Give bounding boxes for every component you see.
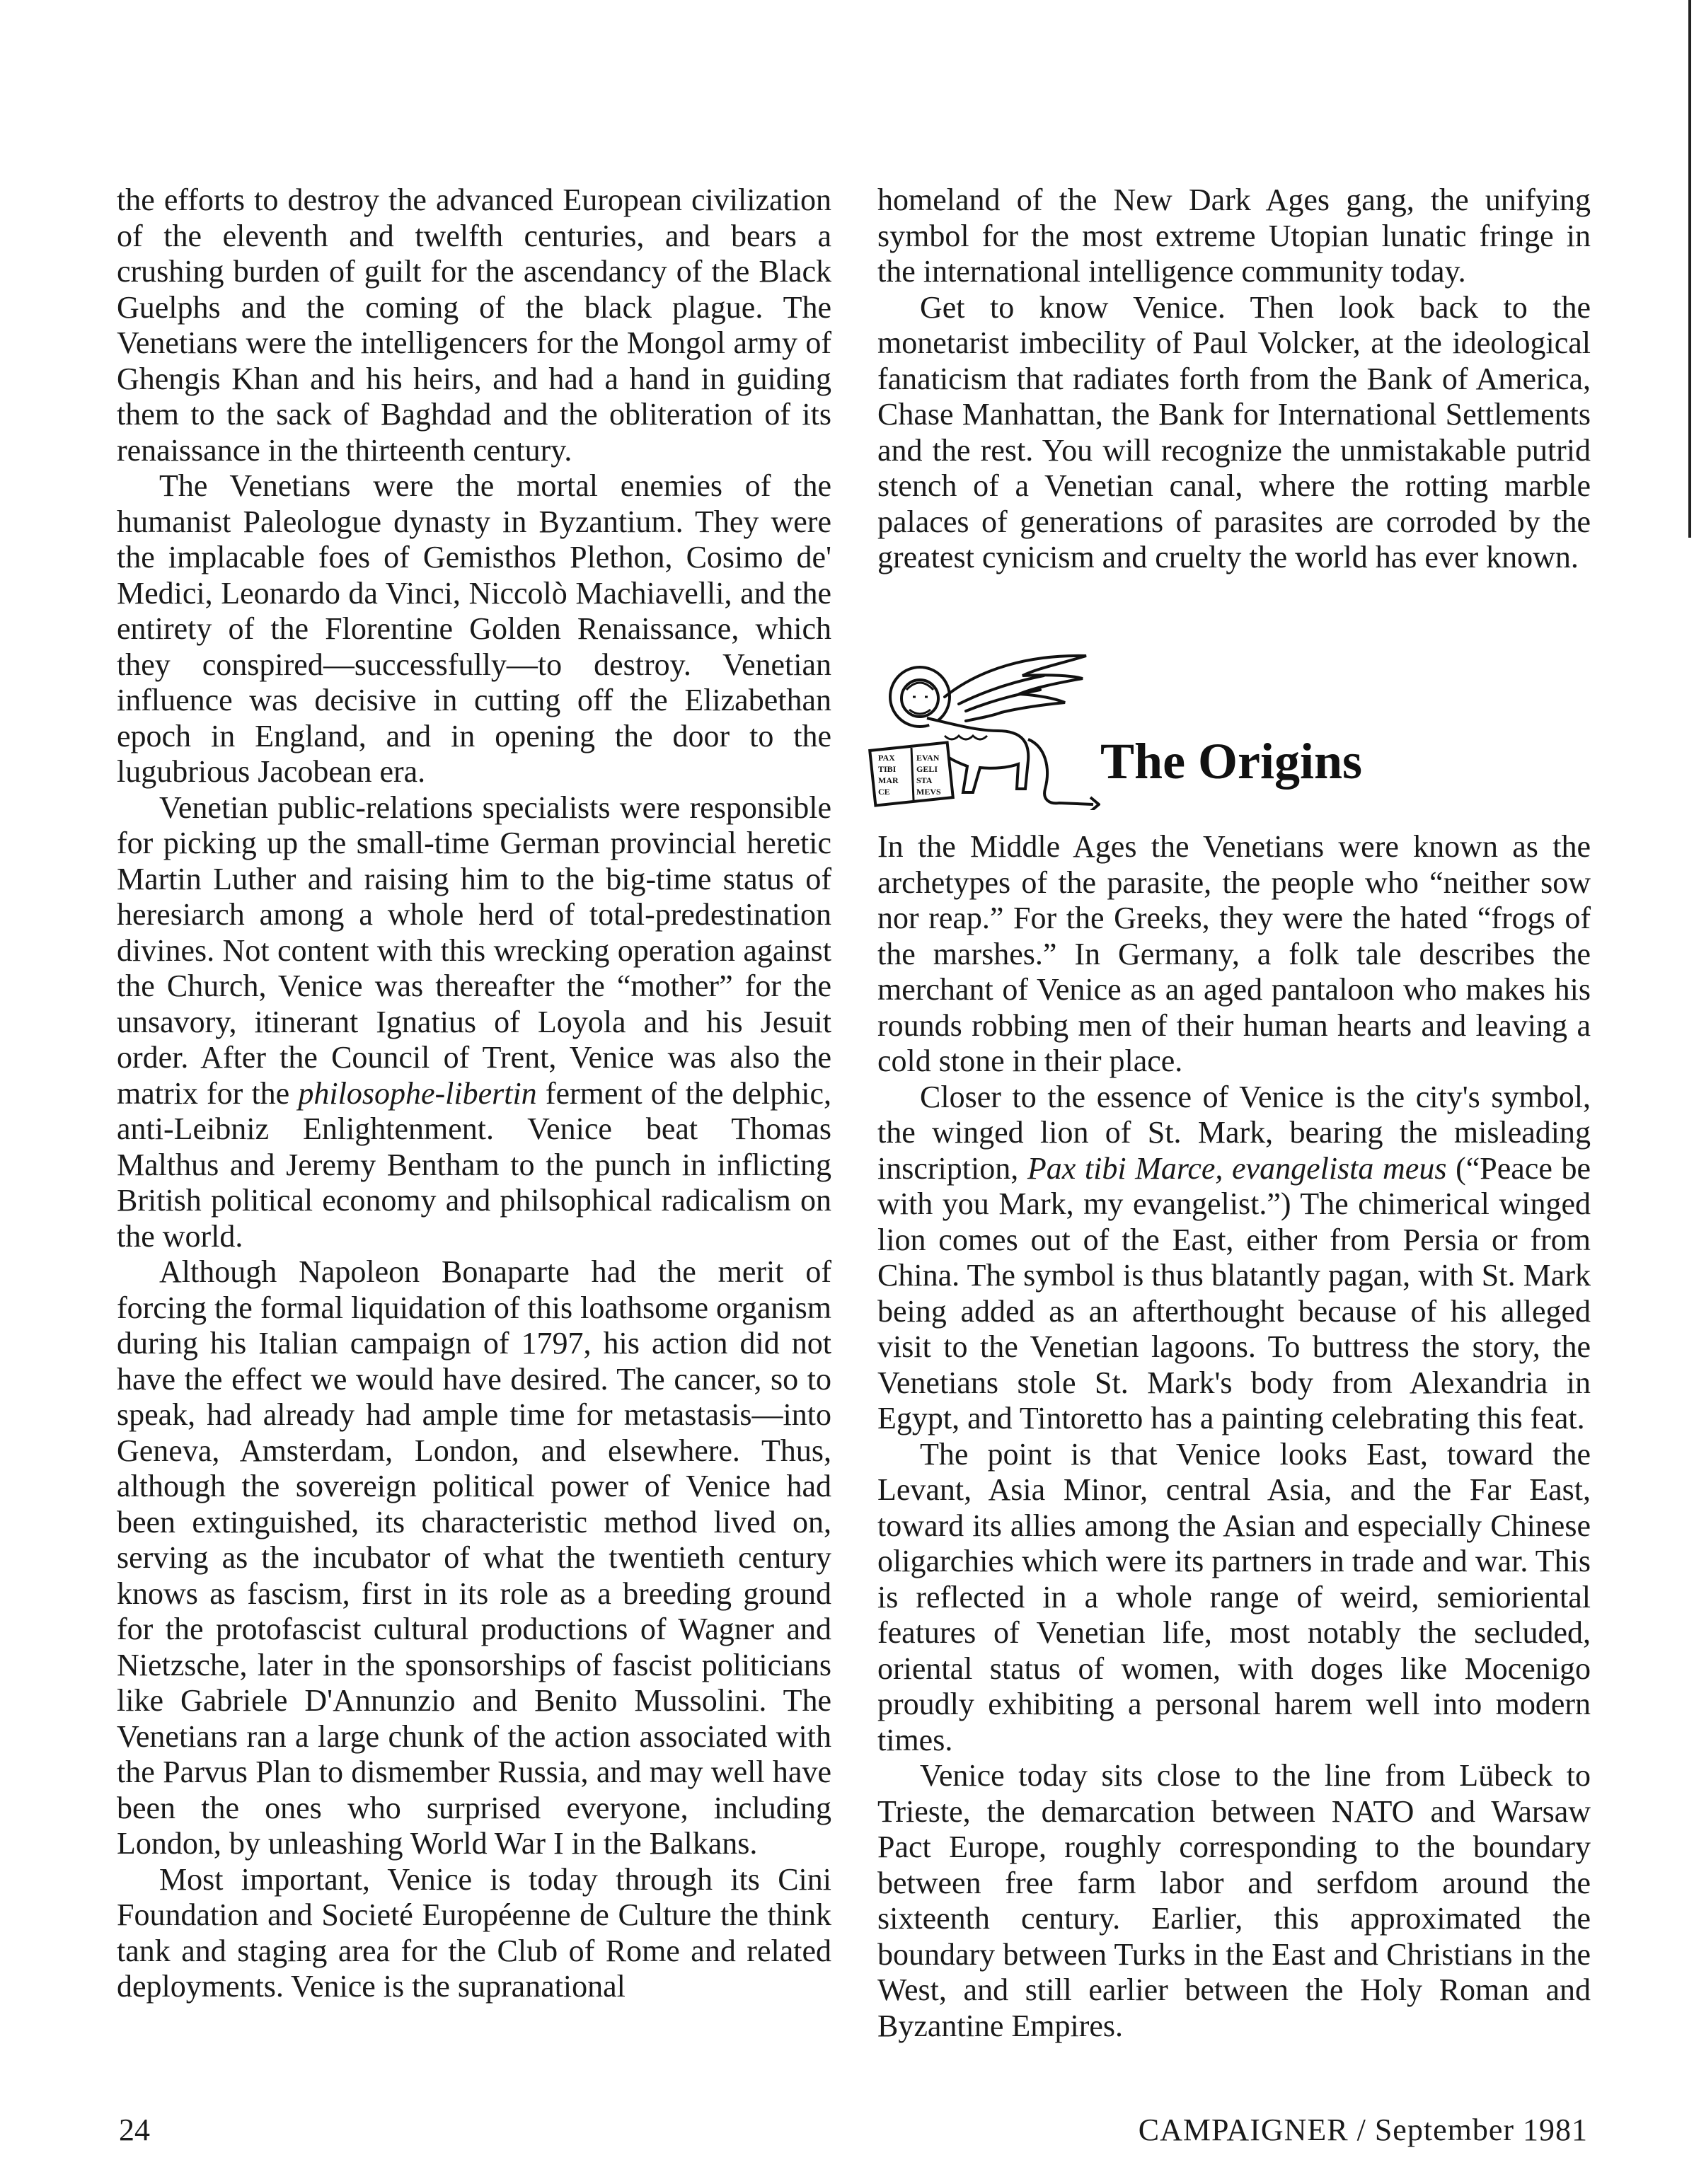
- body-paragraph: Most important, Venice is today through its Cini Foundation and Societé Européenne de Culture the think tank and staging area for the Club of Rome and related deployments. Venice is the supranational: [117, 1861, 831, 2004]
- italic-term: philosophe-libertin: [298, 1075, 537, 1111]
- book-inscription-text: PAX: [878, 753, 895, 763]
- body-paragraph: homeland of the New Dark Ages gang, the unifying symbol for the most extreme Utopian lunatic fringe in the international intelligence community today.: [877, 183, 1591, 289]
- body-paragraph: Get to know Venice. Then look back to the monetarist imbecility of Paul Volcker, at the ideological fanaticism that radiates forth from the Bank of America, Chase Manhattan, the Bank for International Settlements and the rest. You will recognize the unmistakable putrid stench of a Venetian canal, where the rotting marble palaces of generations of parasites are corroded by the greatest cynicism and cruelty the world has ever known.: [877, 289, 1591, 574]
- running-footer: CAMPAIGNER / September 1981: [1138, 2113, 1588, 2147]
- book-inscription-text: MAR: [878, 775, 899, 785]
- section-heading: The Origins: [1100, 733, 1363, 790]
- book-inscription-text: MEVS: [916, 787, 941, 797]
- body-paragraph: The Venetians were the mortal enemies of the humanist Paleologue dynasty in Byzantium. They were the implacable foes of Gemisthos Plethon, Cosimo de' Medici, Leonardo da Vinci, Niccolò Machiavelli, and the entirety of the Florentine Golden Renaissance, which they conspired—successfully—to destroy. Venetian influence was decisive in cutting off the Elizabethan epoch in England, and in opening the door to the lugubrious Jacobean era.: [117, 468, 831, 789]
- body-paragraph: The point is that Venice looks East, toward the Levant, Asia Minor, central Asia, and the Far East, toward its allies among the Asian and especially Chinese oligarchies which were its partners in trade and war. This is reflected in a whole range of weird, semioriental features of Venetian life, most notably the secluded, oriental status of women, with doges like Mocenigo proudly exhibiting a personal harem well into modern times.: [877, 1436, 1591, 1757]
- paragraph-text: Venetian public-relations specialists were responsible for picking up the small-time German provincial heretic Martin Luther and raising him to the big-time status of heresiarch among a whole herd of total-predestination divines. Not content with this wrecking operation against the Church, Venice was thereafter the “mother” for the unsavory, itinerant Ignatius of Loyola and his Jesuit order. After the Council of Trent, Venice was also the matrix for the: [117, 790, 831, 1111]
- italic-inscription: Pax tibi Marce, evangelista meus: [1027, 1150, 1447, 1186]
- body-paragraph: the efforts to destroy the advanced European civilization of the eleventh and twelfth centuries, and bears a crushing burden of guilt for the ascendancy of the Black Guelphs and the coming of the black plague. The Venetians were the intelligencers for the Mongol army of Ghengis Khan and his heirs, and had a hand in guiding them to the sack of Baghdad and the obliteration of its renaissance in the thirteenth century.: [117, 183, 831, 468]
- page-number: 24: [119, 2113, 150, 2147]
- right-column-top: [877, 183, 1591, 576]
- left-column: [117, 183, 831, 2005]
- book-inscription-text: EVAN: [916, 753, 940, 763]
- section-heading-block: [860, 647, 1440, 810]
- body-paragraph: [117, 790, 831, 1255]
- book-inscription-text: TIBI: [878, 764, 897, 774]
- body-paragraph: Venice today sits close to the line from Lübeck to Trieste, the demarcation between NATO and Warsaw Pact Europe, roughly corresponding to the boundary between free farm labor and serfdom around the sixteenth century. Earlier, this approximated the boundary between Turks in the East and Christians in the West, and still earlier between the Holy Roman and Byzantine Empires.: [877, 1758, 1591, 2043]
- paragraph-text: ferment of the delphic, anti-Leibniz Enlightenment. Venice beat Thomas Malthus and Jeremy Bentham to the punch in inflicting British political economy and philsophical radicalism on the world.: [117, 1075, 832, 1254]
- scan-edge-mark: [1688, 0, 1691, 538]
- paragraph-text: Closer to the essence of Venice is the city's symbol, the winged lion of St. Mark, bearing the misleading inscription,: [877, 1079, 1591, 1186]
- body-paragraph: [877, 1080, 1591, 1437]
- body-paragraph: In the Middle Ages the Venetians were known as the archetypes of the parasite, the people who “neither sow nor reap.” For the Greeks, they were the hated “frogs of the marshes.” In Germany, a folk tale describes the merchant of Venice as an aged pantaloon who makes his rounds robbing men of their human hearts and leaving a cold stone in their place.: [877, 829, 1591, 1078]
- winged-lion-icon: [860, 647, 1100, 810]
- body-paragraph: Although Napoleon Bonaparte had the merit of forcing the formal liquidation of this loathsome organism during his Italian campaign of 1797, his action did not have the effect we would have desired. The cancer, so to speak, had already had ample time for metastasis—into Geneva, Amsterdam, London, and elsewhere. Thus, although the sovereign political power of Venice had been extinguished, its characteristic method lived on, serving as the incubator of what the twentieth century knows as fascism, first in its role as a breeding ground for the protofascist cultural productions of Wagner and Nietzsche, later in the sponsorships of fascist politicians like Gabriele D'Annunzio and Benito Mussolini. The Venetians ran a large chunk of the action associated with the Parvus Plan to dismember Russia, and may well have been the ones who surprised everyone, including London, by unleashing World War I in the Balkans.: [117, 1254, 831, 1861]
- right-column-bottom: [877, 829, 1591, 2044]
- book-inscription-text: CE: [878, 787, 890, 797]
- book-inscription-text: STA: [916, 775, 933, 785]
- paragraph-text: (“Peace be with you Mark, my evangelist.”) The chimerical winged lion comes out of the East, either from Persia or from China. The symbol is thus blatantly pagan, with St. Mark being added as an afterthought because of his alleged visit to the Venetian lagoons. To buttress the story, the Venetians stole St. Mark's body from Alexandria in Egypt, and Tintoretto has a painting celebrating this feat.: [877, 1150, 1591, 1435]
- book-inscription-text: GELI: [916, 764, 938, 774]
